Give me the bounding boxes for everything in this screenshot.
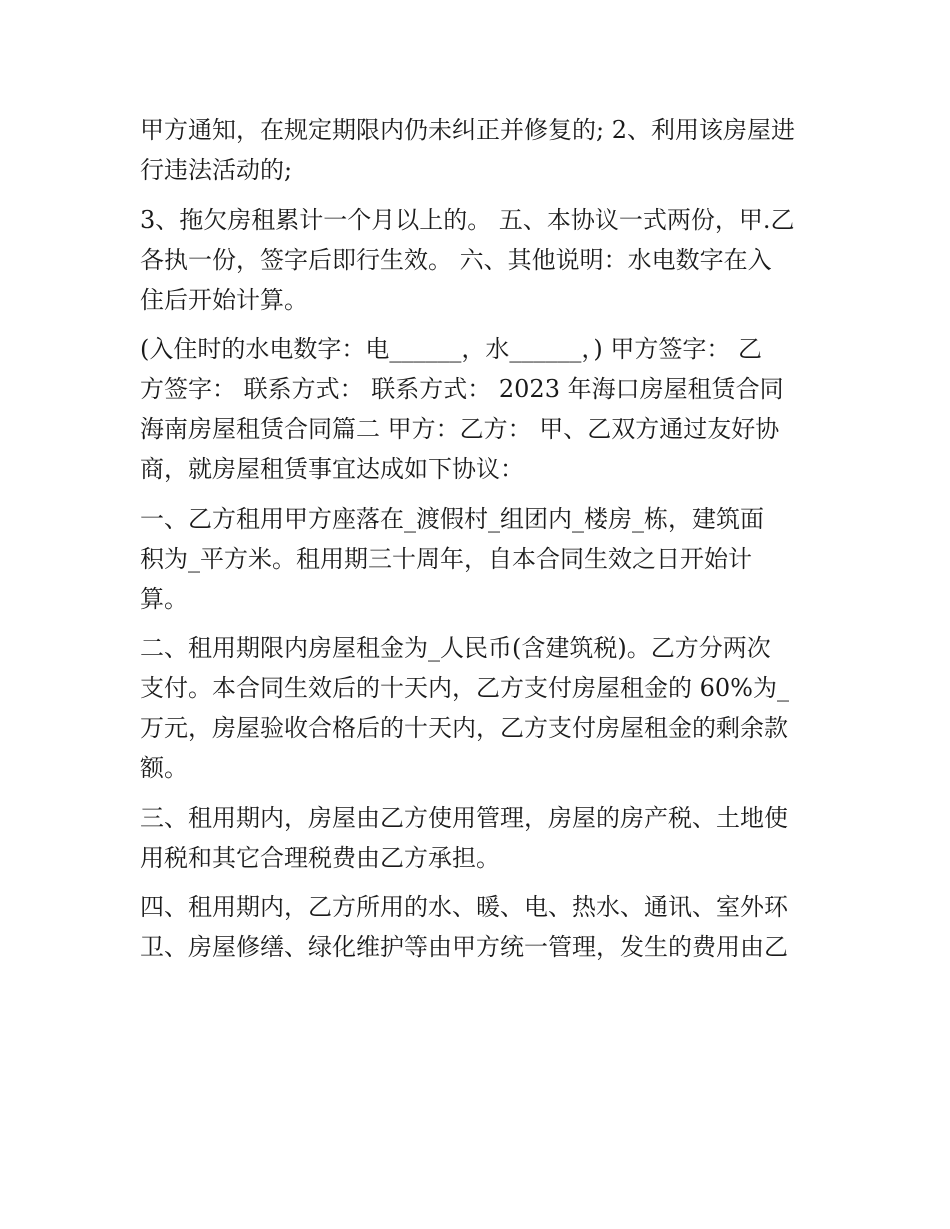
- text-line: 额。: [140, 754, 188, 782]
- paragraph: [140, 329, 820, 489]
- text-line: 二、租用期限内房屋租金为_人民币(含建筑税)。乙方分两次: [140, 634, 771, 662]
- text-line: 三、租用期内，房屋由乙方使用管理，房屋的房产税、土地使: [140, 803, 788, 832]
- text-line: 一、乙方租用甲方座落在_渡假村_组团内_楼房_栋，建筑面: [140, 504, 764, 533]
- text-line: 算。: [140, 584, 188, 613]
- text-line: (入住时的水电数字：电______，水______，) 甲方签字： 乙: [140, 335, 762, 363]
- text-line: 3、拖欠房租累计一个月以上的。 五、本协议一式两份，甲.乙: [140, 205, 795, 234]
- document-body: [140, 110, 820, 967]
- paragraph: [140, 499, 820, 619]
- text-line: 甲方通知，在规定期限内仍未纠正并修复的; 2、利用该房屋进: [140, 116, 795, 144]
- text-line: 方签字： 联系方式： 联系方式： 2023 年海口房屋租赁合同: [140, 375, 784, 403]
- text-line: 四、租用期内，乙方所用的水、暖、电、热水、通讯、室外环: [140, 893, 788, 921]
- text-line: 卫、房屋修缮、绿化维护等由甲方统一管理，发生的费用由乙: [140, 933, 788, 961]
- text-line: 住后开始计算。: [140, 285, 308, 314]
- paragraph: [140, 200, 820, 320]
- text-line: 各执一份，签字后即行生效。 六、其他说明：水电数字在入: [140, 245, 772, 274]
- text-line: 积为_平方米。租用期三十周年，自本合同生效之日开始计: [140, 544, 752, 573]
- text-line: 万元，房屋验收合格后的十天内，乙方支付房屋租金的剩余款: [140, 714, 788, 742]
- paragraph: [140, 110, 820, 190]
- paragraph: [140, 887, 820, 967]
- text-line: 行违法活动的;: [140, 156, 293, 184]
- text-line: 用税和其它合理税费由乙方承担。: [140, 843, 500, 872]
- text-line: 商，就房屋租赁事宜达成如下协议：: [140, 455, 524, 483]
- text-line: 支付。本合同生效后的十天内，乙方支付房屋租金的 60%为_: [140, 674, 789, 702]
- text-line: 海南房屋租赁合同篇二 甲方：乙方： 甲、乙双方通过友好协: [140, 415, 780, 443]
- paragraph: [140, 628, 820, 788]
- paragraph: [140, 798, 820, 878]
